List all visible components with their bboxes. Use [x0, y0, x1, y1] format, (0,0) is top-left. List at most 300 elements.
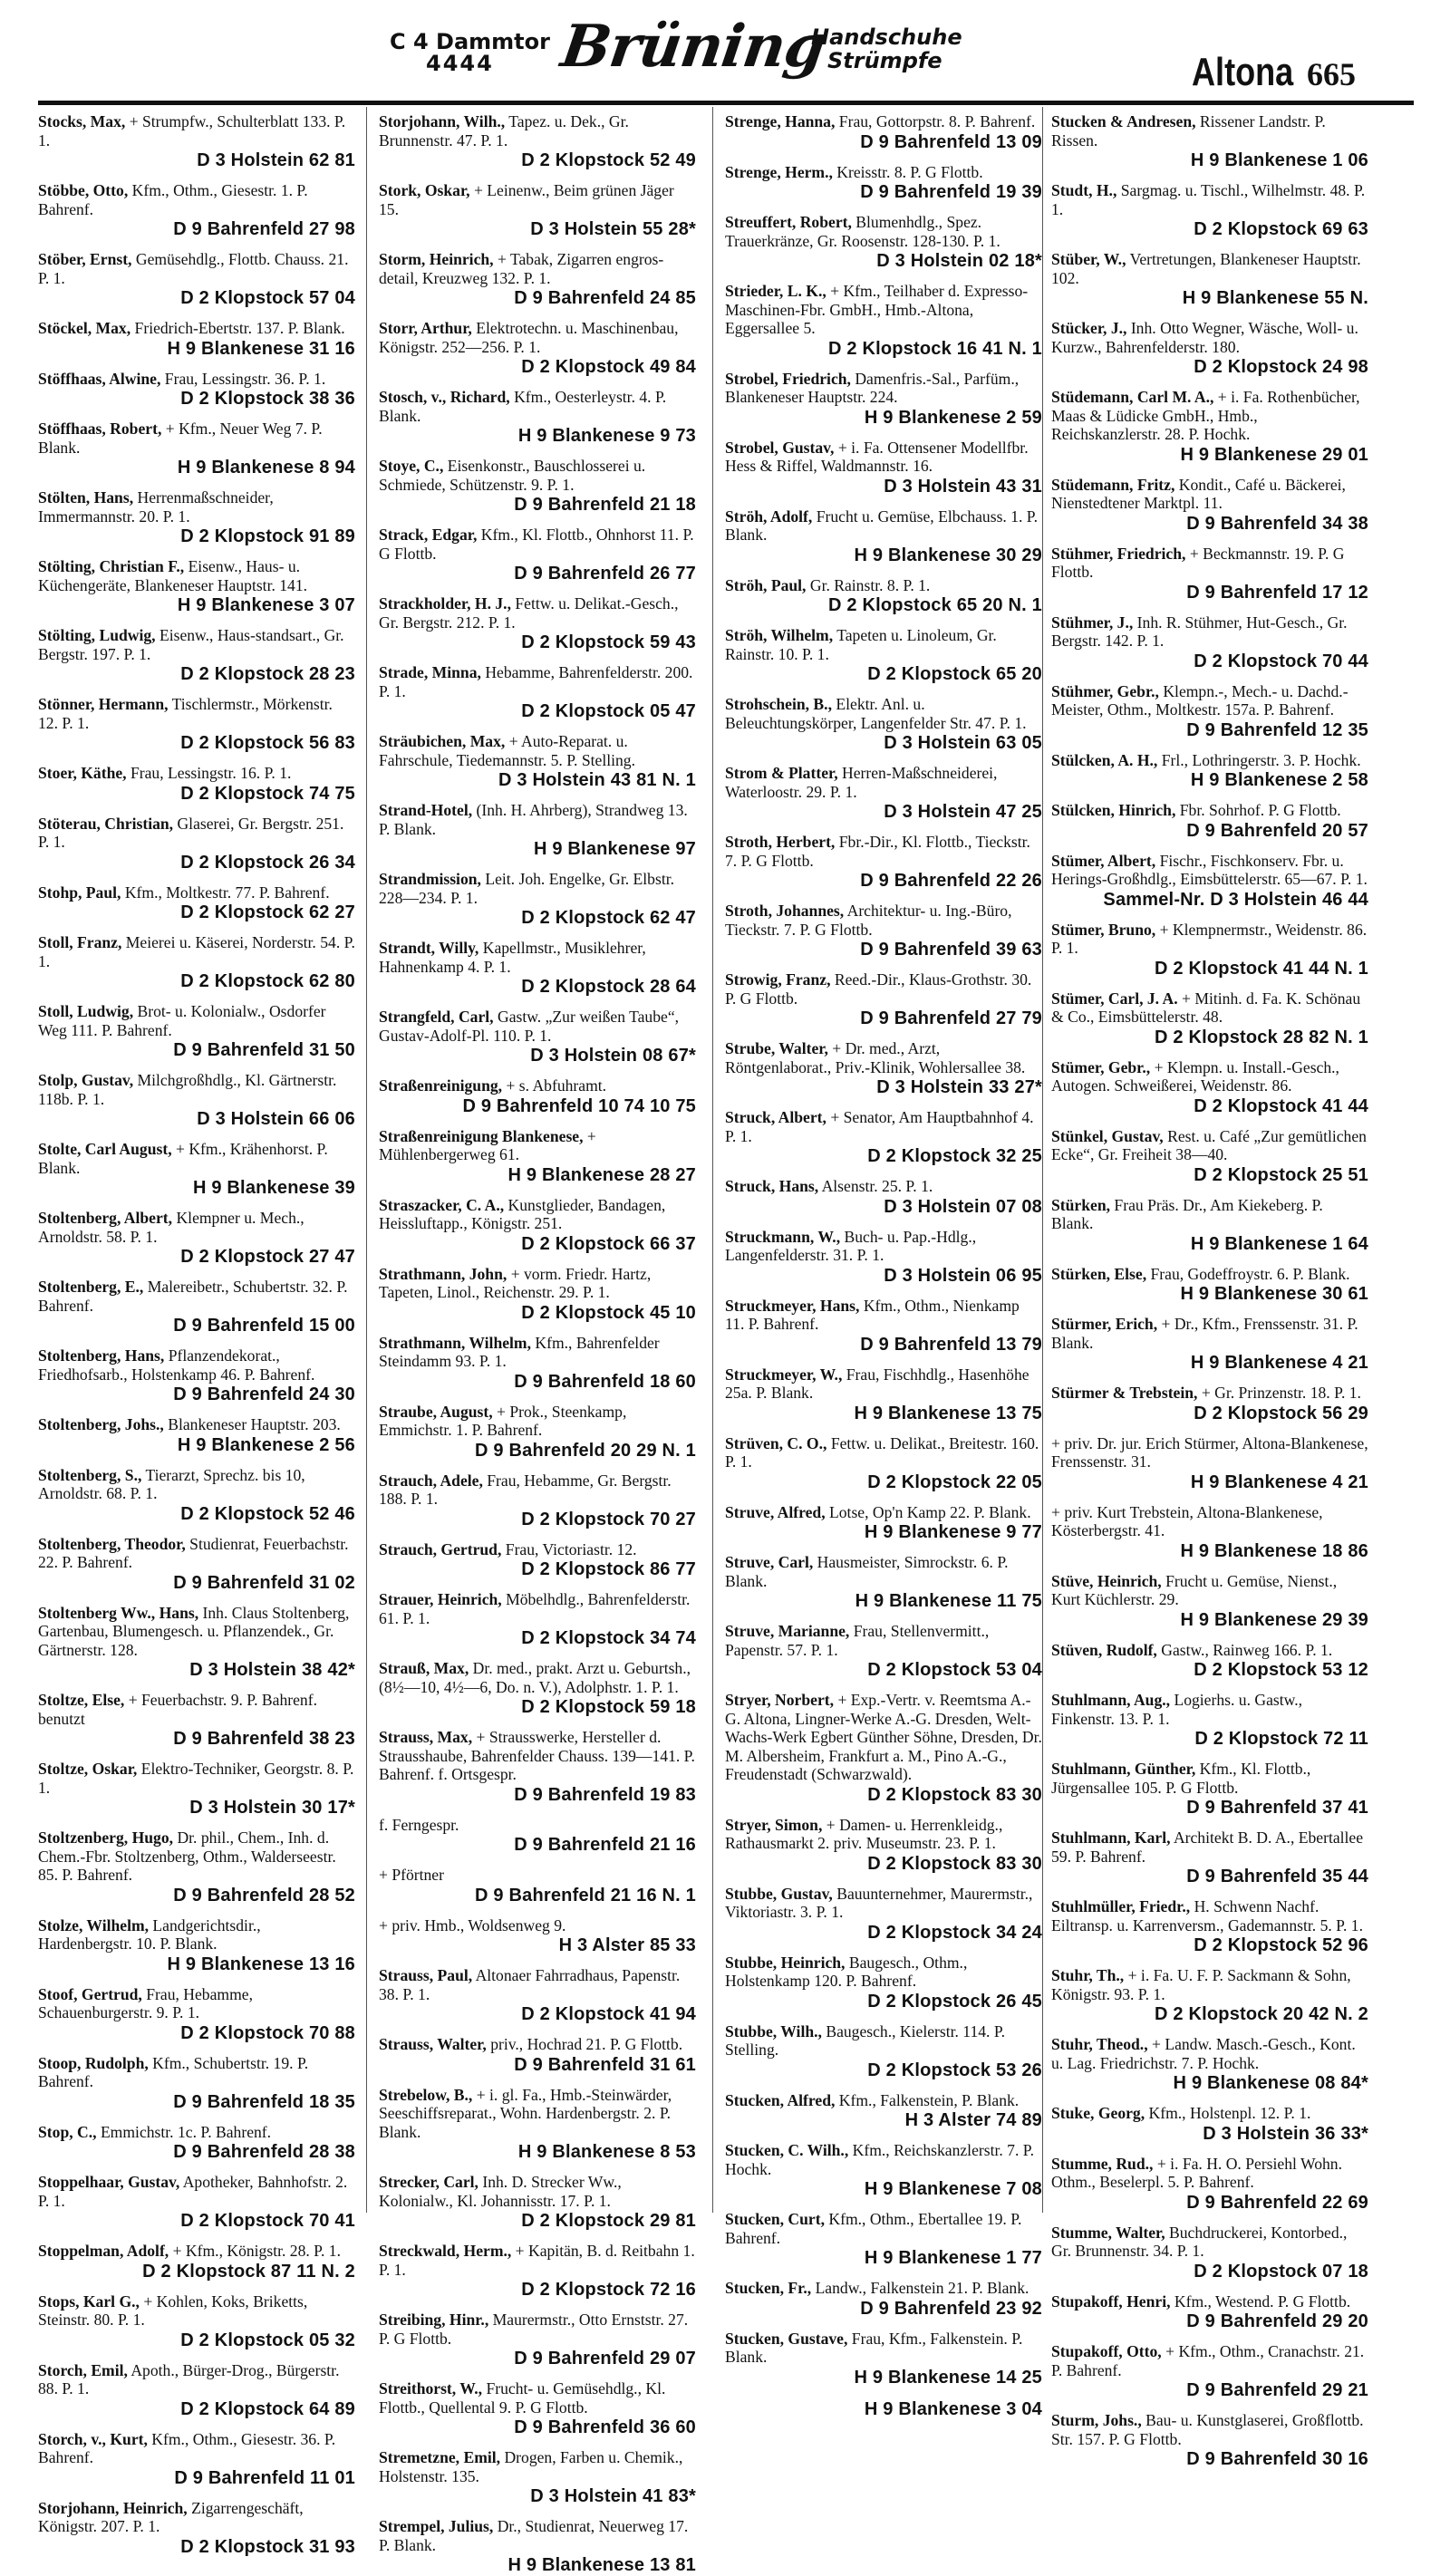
directory-entry [725, 695, 1042, 754]
entry-details: Frau, Lessingstr. 16. P. 1. [130, 764, 292, 782]
entry-name: Stucken & Andresen, [1051, 112, 1196, 130]
entry-name: Strüven, C. O., [725, 1433, 827, 1452]
entry-phone: D 9 Bahrenfeld 35 44 [1186, 1867, 1368, 1886]
entry-name: Straßenreinigung, [379, 1076, 503, 1095]
entry-phone: D 2 Klopstock 59 43 [521, 632, 696, 652]
entry-text [1051, 1760, 1368, 1797]
entry-details: Architektur- u. Ing.-Büro, Tieckstr. 7. P. G Flottb. [725, 902, 1012, 939]
entry-details: Malereibetr., Schubertstr. 32. P. Bahrenf. [38, 1278, 348, 1315]
entry-phone: H 9 Blankenese 55 N. [1182, 288, 1368, 308]
directory-entry [38, 1604, 355, 1682]
entry-name: Stucken, C. Wilh., [725, 2141, 849, 2159]
directory-entry [725, 213, 1042, 272]
entry-text [379, 1196, 696, 1233]
entry-text [379, 1076, 696, 1095]
entry-details: priv., Hochrad 21. P. G Flottb. [490, 2035, 683, 2053]
entry-phone: D 2 Klopstock 31 93 [180, 2536, 355, 2557]
entry-details: Tapeten u. Linoleum, Gr. Rainstr. 10. P. 1. [725, 626, 997, 663]
entry-name: Strebelow, B., [379, 2085, 473, 2104]
directory-entry [1051, 921, 1368, 979]
entry-text [38, 488, 355, 526]
directory-entry [1051, 1966, 1368, 2025]
directory-entry [1051, 1315, 1368, 1374]
entry-text [38, 1466, 355, 1503]
entry-details: Gr. Rainstr. 8. P. 1. [809, 575, 931, 594]
entry-text [379, 1659, 696, 1696]
entry-phone: H 9 Blankenese 8 53 [517, 2142, 696, 2162]
entry-phone: H 9 Blankenese 1 06 [1190, 150, 1368, 170]
entry-name: Stöterau, Christian, [38, 814, 174, 833]
entry-details: + i. gl. Fa., Hmb.-Steinwärder, Seeschiffsreparat., Wohn. Hardenbergstr. 2. P. Blank. [379, 2085, 672, 2141]
directory-entry [38, 2054, 355, 2113]
directory-column-3 [725, 112, 1042, 2419]
entry-name: Stümer, Carl, J. A. [1051, 989, 1178, 1008]
header-rule [38, 101, 1414, 105]
entry-details: Herren-Maßschneiderei, Waterloostr. 29. P. 1. [725, 764, 998, 801]
entry-name: Straszacker, C. A., [379, 1195, 505, 1214]
entry-text [1051, 1384, 1368, 1403]
entry-text [725, 213, 1042, 250]
entry-text [1051, 1828, 1368, 1866]
entry-phone: D 9 Bahrenfeld 28 38 [173, 2142, 355, 2162]
entry-text [1051, 545, 1368, 582]
entry-details: + i. Fa. U. F. P. Sackmann & Sohn, Königstr. 93. P. 1. [1051, 1966, 1351, 2003]
entry-name: Stop, C., [38, 2122, 97, 2141]
entry-phone: D 3 Holstein 66 06 [197, 1109, 355, 1129]
entry-details: Bauunternehmer, Maurermstr., Viktoriastr. 3. P. 1. [725, 1884, 1033, 1921]
entry-phone: H 9 Blankenese 18 86 [1180, 1540, 1368, 1561]
entry-details: Kfm., Kl. Flottb., Jürgensallee 105. P. G Flottb. [1051, 1760, 1311, 1797]
directory-entry [1051, 2411, 1368, 2470]
entry-name: Streckwald, Herm., [379, 2242, 512, 2260]
entry-phone: D 9 Bahrenfeld 13 79 [860, 1334, 1042, 1355]
entry-text [1051, 2292, 1368, 2311]
directory-entry [379, 1916, 696, 1957]
directory-entry [379, 1728, 696, 1806]
entry-text [38, 764, 355, 783]
entry-phone: H 9 Blankenese 9 73 [517, 426, 696, 446]
entry-text [725, 507, 1042, 545]
entry-phone: D 2 Klopstock 05 32 [180, 2330, 355, 2350]
directory-entry [379, 1076, 696, 1117]
entry-name: Streithorst, W., [379, 2379, 483, 2398]
entry-name: Struck, Hans, [725, 1177, 819, 1195]
entry-name: Stuhlmann, Günther, [1051, 1760, 1196, 1778]
entry-details: + Exp.-Vertr. v. Reemtsma A.-G. Altona, Lingner-Werke A.-G. Dresden, Welt-Wachs-Werk Egbert Günther Söhne, Dresden, Dr. M. Albersheim, Frankfurt a. M., Pino A.-G., Freudenstadt (Schwarzwald). [725, 1691, 1042, 1783]
entry-name: Stürken, Else, [1051, 1264, 1147, 1283]
directory-entry [379, 1265, 696, 1324]
directory-entry [1051, 682, 1368, 741]
entry-text [38, 2123, 355, 2142]
directory-entry [38, 2430, 355, 2489]
entry-name: Strade, Minna, [379, 663, 481, 681]
entry-text [379, 1590, 696, 1627]
entry-name: Strauß, Max, [379, 1659, 469, 1677]
entry-phone: D 2 Klopstock 72 16 [521, 2280, 696, 2300]
entry-text [38, 2173, 355, 2210]
directory-entry [38, 1209, 355, 1268]
directory-entry [379, 1659, 696, 1718]
entry-text [725, 1885, 1042, 1922]
directory-entry [38, 2123, 355, 2164]
entry-name: Stüdemann, Carl M. A., [1051, 388, 1214, 406]
directory-entry [1051, 1127, 1368, 1186]
entry-text [38, 1604, 355, 1660]
directory-entry [379, 1590, 696, 1649]
entry-phone: D 9 Bahrenfeld 29 07 [514, 2349, 696, 2369]
directory-entry [38, 764, 355, 805]
entry-name: Storm, Heinrich, [379, 250, 494, 268]
entry-phone: D 9 Bahrenfeld 27 98 [173, 219, 355, 239]
entry-name: Strandt, Willy, [379, 939, 479, 957]
entry-phone: D 2 Klopstock 87 11 N. 2 [142, 2261, 355, 2282]
directory-entry [1051, 112, 1368, 171]
entry-name: Stoppelhaar, Gustav, [38, 2173, 180, 2191]
entry-details: + Kfm., Othm., Cranachstr. 21. P. Bahrenf. [1051, 2342, 1365, 2379]
entry-phone: D 2 Klopstock 52 49 [521, 150, 696, 170]
entry-details: Eisenkonstr., Bauschlosserei u. Schmiede, Schützenstr. 9. P. 1. [379, 457, 646, 494]
entry-name: Stürken, [1051, 1195, 1111, 1214]
entry-text [725, 370, 1042, 407]
entry-name: Stüven, Rudolf, [1051, 1640, 1157, 1659]
entry-details: + Landw. Masch.-Gesch., Kont. u. Lag. Friedrichstr. 7. P. Hochk. [1051, 2035, 1356, 2072]
entry-name: Strobel, Friedrich, [725, 369, 851, 388]
column-divider [712, 107, 713, 2213]
entry-details: Maurermstr., Otto Ernststr. 27. P. G Flottb. [379, 2311, 689, 2348]
entry-details: + Strausswerke, Hersteller d. Strausshaube, Bahrenfelder Chauss. 139—141. P. Bahrenf. f. Ortsgespr. [379, 1728, 695, 1783]
entry-phone: D 9 Bahrenfeld 21 18 [514, 495, 696, 515]
entry-text [725, 2022, 1042, 2060]
directory-entry [38, 1002, 355, 1061]
entry-name: Stühmer, Friedrich, [1051, 544, 1186, 563]
entry-details: Elektr. Anl. u. Beleuchtungskörper, Langenfelder Str. 47. P. 1. [725, 695, 1027, 732]
entry-name: Stücker, J., [1051, 319, 1127, 337]
directory-entry [38, 1140, 355, 1199]
entry-phone: D 9 Bahrenfeld 11 01 [174, 2467, 355, 2488]
entry-details: Hausmeister, Simrockstr. 6. P. Blank. [725, 1553, 1009, 1590]
entry-phone: D 2 Klopstock 65 20 N. 1 [827, 595, 1042, 615]
entry-text [38, 112, 355, 150]
directory-entry [38, 1346, 355, 1405]
entry-phone: H 9 Blankenese 08 84* [1173, 2073, 1368, 2093]
entry-text [725, 576, 1042, 595]
entry-text [379, 2517, 696, 2554]
entry-details: + Kohlen, Koks, Briketts, Steinstr. 80. P. 1. [38, 2291, 308, 2329]
entry-details: Kfm., Othm., Nienkamp 11. P. Bahrenf. [725, 1296, 1020, 1333]
entry-phone: D 2 Klopstock 38 36 [180, 389, 355, 409]
entry-name: Stoll, Franz, [38, 933, 122, 951]
entry-phone: H 9 Blankenese 2 58 [1190, 770, 1368, 790]
entry-details: Kfm., Kl. Flottb., Ohnhorst 11. P. G Flottb. [379, 526, 694, 563]
entry-phone: H 9 Blankenese 2 59 [864, 407, 1042, 428]
entry-details: Leit. Joh. Engelke, Gr. Elbstr. 228—234. P. 1. [379, 870, 674, 907]
entry-details: Kfm., Bahrenfelder Steindamm 93. P. 1. [379, 1333, 660, 1370]
entry-details: Frucht- u. Gemüsehdlg., Kl. Flottb., Quellental 9. P. G Flottb. [379, 2379, 666, 2417]
entry-details: Fettw. u. Delikat., Breitestr. 160. P. 1. [725, 1433, 1039, 1471]
directory-entry [38, 488, 355, 547]
entry-phone: D 9 Bahrenfeld 26 77 [514, 564, 696, 584]
directory-entry [1051, 1572, 1368, 1631]
entry-phone: D 9 Bahrenfeld 36 60 [514, 2417, 696, 2437]
entry-details: H. Schwenn Nachf. Eiltransp. u. Karrenversm., Gademannstr. 5. P. 1. [1051, 1897, 1363, 1934]
directory-entry [725, 1503, 1042, 1544]
entry-name: Stöffhaas, Alwine, [38, 369, 161, 388]
entry-details: + priv. Hmb., Woldsenweg 9. [379, 1915, 566, 1934]
entry-phone: D 3 Holstein 43 81 N. 1 [498, 770, 696, 790]
entry-text [38, 557, 355, 594]
entry-phone: D 2 Klopstock 34 24 [867, 1922, 1042, 1943]
directory-entry [725, 1108, 1042, 1167]
directory-entry [38, 2173, 355, 2232]
entry-phone: D 9 Bahrenfeld 21 16 N. 1 [475, 1885, 696, 1905]
entry-name: Stoltenberg, Johs., [38, 1415, 164, 1433]
entry-phone: D 2 Klopstock 45 10 [521, 1302, 696, 1323]
entry-text [379, 1403, 696, 1440]
directory-entry [38, 2361, 355, 2420]
entry-name: Stühmer, Gebr., [1051, 681, 1159, 700]
entry-phone: D 9 Bahrenfeld 29 21 [1186, 2380, 1368, 2400]
directory-entry [725, 2091, 1042, 2132]
entry-details: Kfm., Falkenstein, P. Blank. [838, 2090, 1020, 2109]
entry-text [38, 181, 355, 218]
entry-text [379, 801, 696, 838]
directory-entry [725, 439, 1042, 497]
entry-phone: D 9 Bahrenfeld 39 63 [860, 940, 1042, 960]
header-ad-left [390, 31, 550, 74]
directory-entry [379, 2517, 696, 2576]
entry-name: Stürmer & Trebstein, [1051, 1384, 1198, 1402]
entry-name: Stryer, Simon, [725, 1815, 823, 1834]
entry-name: Stöckel, Max, [38, 319, 131, 337]
directory-entry [38, 420, 355, 478]
directory-entry [379, 870, 696, 929]
directory-entry [38, 1760, 355, 1819]
entry-name: Stolze, Wilhelm, [38, 1915, 150, 1934]
entry-text [725, 1108, 1042, 1145]
entry-phone: D 9 Bahrenfeld 21 16 [514, 1835, 696, 1855]
entry-phone: D 2 Klopstock 49 84 [521, 357, 696, 377]
entry-phone: D 2 Klopstock 56 29 [1194, 1403, 1368, 1423]
entry-details: + vorm. Friedr. Hartz, Tapeten, Linol., Reichenstr. 29. P. 1. [379, 1264, 652, 1301]
directory-entry [38, 695, 355, 754]
entry-text [1051, 319, 1368, 356]
entry-details: Frau, Stellenvermitt., Papenstr. 57. P. 1. [725, 1622, 990, 1659]
entry-name: Stolp, Gustav, [38, 1071, 134, 1089]
entry-details: Möbelhdlg., Bahrenfelderstr. 61. P. 1. [379, 1590, 691, 1627]
entry-text [725, 1297, 1042, 1334]
entry-phone: D 2 Klopstock 41 94 [521, 2004, 696, 2024]
entry-text [1051, 1196, 1368, 1233]
entry-details: Frau, Godeffroystr. 6. P. Blank. [1150, 1264, 1350, 1283]
directory-entry [379, 732, 696, 791]
entry-phone: H 9 Blankenese 2 56 [177, 1434, 355, 1455]
directory-entry [38, 112, 355, 171]
directory-entry [725, 764, 1042, 823]
entry-phone: D 9 Bahrenfeld 15 00 [173, 1316, 355, 1336]
entry-name: Strauss, Paul, [379, 1966, 473, 1984]
directory-entry [38, 1916, 355, 1975]
entry-phone: H 9 Blankenese 4 21 [1190, 1471, 1368, 1492]
entry-text [379, 663, 696, 700]
entry-phone: D 9 Bahrenfeld 22 69 [1186, 2192, 1368, 2213]
entry-phone: D 9 Bahrenfeld 13 09 [860, 131, 1042, 152]
entry-name: Stoll, Ludwig, [38, 1002, 134, 1020]
entry-details: Bau- u. Kunstglaserei, Großflottb. Str. 157. P. G Flottb. [1051, 2411, 1364, 2448]
entry-phone: H 9 Blankenese 11 75 [855, 1591, 1042, 1611]
entry-name: Stoof, Gertrud, [38, 1984, 142, 2003]
entry-text [1051, 1691, 1368, 1728]
entry-name: Stumme, Rud., [1051, 2154, 1154, 2173]
entry-details: Tischlermstr., Mörkenstr. 12. P. 1. [38, 695, 333, 732]
entry-name: Strauch, Gertrud, [379, 1539, 502, 1558]
entry-text [1051, 1434, 1368, 1471]
entry-phone: D 2 Klopstock 52 46 [180, 1503, 355, 1524]
entry-text [379, 2242, 696, 2279]
entry-name: Strowig, Franz, [725, 970, 831, 989]
directory-entry [1051, 2292, 1368, 2333]
entry-text [38, 1415, 355, 1434]
entry-phone: D 2 Klopstock 56 83 [180, 733, 355, 753]
entry-phone: D 2 Klopstock 25 51 [1194, 1164, 1368, 1185]
directory-entry [379, 1866, 696, 1906]
directory-entry [725, 833, 1042, 892]
entry-details: Klempn.-, Mech.- u. Dachd.-Meister, Othm., Moltkestr. 157a. P. Bahrenf. [1051, 681, 1348, 719]
entry-name: Stölting, Ludwig, [38, 626, 156, 644]
entry-phone: D 3 Holstein 47 25 [884, 802, 1042, 822]
entry-text [38, 1535, 355, 1572]
entry-phone: H 9 Blankenese 9 77 [864, 1522, 1042, 1542]
directory-entry [379, 1471, 696, 1530]
entry-name: Strobel, Gustav, [725, 438, 835, 457]
entry-name: Streuffert, Robert, [725, 213, 852, 231]
entry-text [379, 2173, 696, 2210]
entry-details: Dr. med., prakt. Arzt u. Geburtsh., (8½—10, 4½—6, Do. n. V.), Adolphstr. 1. P. 1. [379, 1659, 691, 1696]
entry-text [38, 695, 355, 732]
directory-entry [379, 181, 696, 240]
entry-name: Stubbe, Heinrich, [725, 1953, 846, 1972]
page-number: 665 [1307, 56, 1356, 92]
entry-name: Stoltenberg, E., [38, 1278, 144, 1296]
entry-name: Stubbe, Gustav, [725, 1884, 833, 1903]
directory-entry [725, 1622, 1042, 1681]
entry-phone: D 3 Holstein 33 27* [876, 1077, 1042, 1097]
entry-text [1051, 388, 1368, 444]
entry-name: Struve, Alfred, [725, 1502, 826, 1521]
entry-name: Stoltzenberg, Hugo, [38, 1828, 174, 1847]
directory-entry [379, 319, 696, 378]
entry-name: Stoppelman, Adolf, [38, 2242, 169, 2260]
entry-text [1051, 921, 1368, 958]
entry-name: Stupakoff, Otto, [1051, 2342, 1162, 2360]
directory-entry [38, 181, 355, 240]
entry-details: Inh. D. Strecker Ww., Kolonialw., Kl. Johannisstr. 17. P. 1. [379, 2173, 622, 2210]
directory-entry [1051, 989, 1368, 1048]
entry-details: Inh. R. Stühmer, Hut-Gesch., Gr. Bergstr. 142. P. 1. [1051, 613, 1348, 650]
entry-phone: D 2 Klopstock 83 30 [867, 1784, 1042, 1805]
entry-name: Stönner, Hermann, [38, 695, 169, 713]
entry-phone: H 9 Blankenese 8 94 [177, 458, 355, 478]
entry-phone: H 9 Blankenese 30 29 [854, 545, 1042, 565]
entry-name: Strathmann, Wilhelm, [379, 1333, 531, 1352]
directory-entry [379, 2035, 696, 2076]
column-divider [1042, 107, 1043, 2213]
entry-name: Stuhlmann, Aug., [1051, 1691, 1171, 1709]
directory-entry [725, 507, 1042, 566]
directory-entry [1051, 545, 1368, 603]
entry-phone: D 9 Bahrenfeld 38 23 [173, 1729, 355, 1749]
entry-text [725, 2210, 1042, 2247]
entry-name: Storch, v., Kurt, [38, 2429, 148, 2448]
entry-text [379, 388, 696, 425]
entry-phone: D 2 Klopstock 91 89 [180, 526, 355, 546]
entry-phone: H 9 Blankenese 1 77 [864, 2248, 1042, 2268]
entry-text [379, 1728, 696, 1784]
directory-entry [38, 250, 355, 309]
entry-phone: D 2 Klopstock 07 18 [1194, 2261, 1368, 2282]
entry-text [725, 695, 1042, 732]
entry-phone: D 2 Klopstock 57 04 [180, 288, 355, 308]
directory-entry [1051, 2104, 1368, 2145]
entry-phone: D 9 Bahrenfeld 31 50 [173, 1040, 355, 1060]
entry-phone: D 2 Klopstock 66 37 [521, 1233, 696, 1254]
entry-text [1051, 112, 1368, 150]
entry-phone: D 2 Klopstock 62 80 [180, 971, 355, 991]
entry-name: Storch, Emil, [38, 2360, 128, 2379]
entry-name: Sturm, Johs., [1051, 2411, 1142, 2429]
entry-details: Kfm., Othm., Ebertallee 19. P. Bahrenf. [725, 2210, 1022, 2247]
entry-name: Stoltenberg, Theodor, [38, 1534, 186, 1553]
entry-details: Frau Präs. Dr., Am Kiekeberg. P. Blank. [1051, 1195, 1323, 1232]
directory-entry [379, 457, 696, 516]
entry-name: Strand-Hotel, [379, 801, 473, 819]
directory-entry [379, 1127, 696, 1186]
entry-name: Struckmeyer, Hans, [725, 1296, 860, 1315]
directory-entry [379, 1196, 696, 1255]
entry-name: Stülcken, A. H., [1051, 750, 1158, 769]
directory-entry [38, 626, 355, 685]
entry-text [379, 1966, 696, 2003]
entry-text [725, 764, 1042, 801]
directory-entry [725, 1177, 1042, 1218]
entry-details: Baugesch., Kielerstr. 114. P. Stelling. [725, 2021, 1006, 2059]
directory-entry [725, 2210, 1042, 2269]
entry-name: Strube, Walter, [725, 1039, 828, 1057]
entry-phone: D 2 Klopstock 26 34 [180, 852, 355, 873]
directory-entry [1051, 801, 1368, 842]
ad-product-line1: Handschuhe [811, 24, 962, 50]
entry-name: Stüber, W., [1051, 250, 1126, 268]
entry-name: Stremetzne, Emil, [379, 2448, 501, 2466]
directory-entry [725, 1816, 1042, 1875]
entry-name: Strenge, Hanna, [725, 112, 836, 130]
directory-entry [379, 2379, 696, 2438]
directory-entry [379, 1008, 696, 1066]
entry-text [1051, 2104, 1368, 2123]
entry-details: + Dr., Kfm., Frenssenstr. 31. P. Blank. [1051, 1315, 1358, 1352]
entry-text [725, 1177, 1042, 1196]
entry-phone: D 9 Bahrenfeld 18 35 [173, 2091, 355, 2112]
entry-name: Stosch, v., Richard, [379, 388, 510, 406]
entry-phone: D 2 Klopstock 26 45 [867, 1991, 1042, 2012]
entry-text [379, 181, 696, 218]
entry-details: Kfm., Moltkestr. 77. P. Bahrenf. [124, 883, 330, 902]
entry-details: Klempner u. Mech., Arnoldstr. 58. P. 1. [38, 1209, 304, 1246]
directory-entry [379, 1403, 696, 1462]
entry-name: Stürmer, Erich, [1051, 1315, 1158, 1333]
directory-entry [379, 939, 696, 998]
entry-text [1051, 852, 1368, 889]
entry-details: Kfm., Oesterleystr. 4. P. Blank. [379, 388, 667, 425]
